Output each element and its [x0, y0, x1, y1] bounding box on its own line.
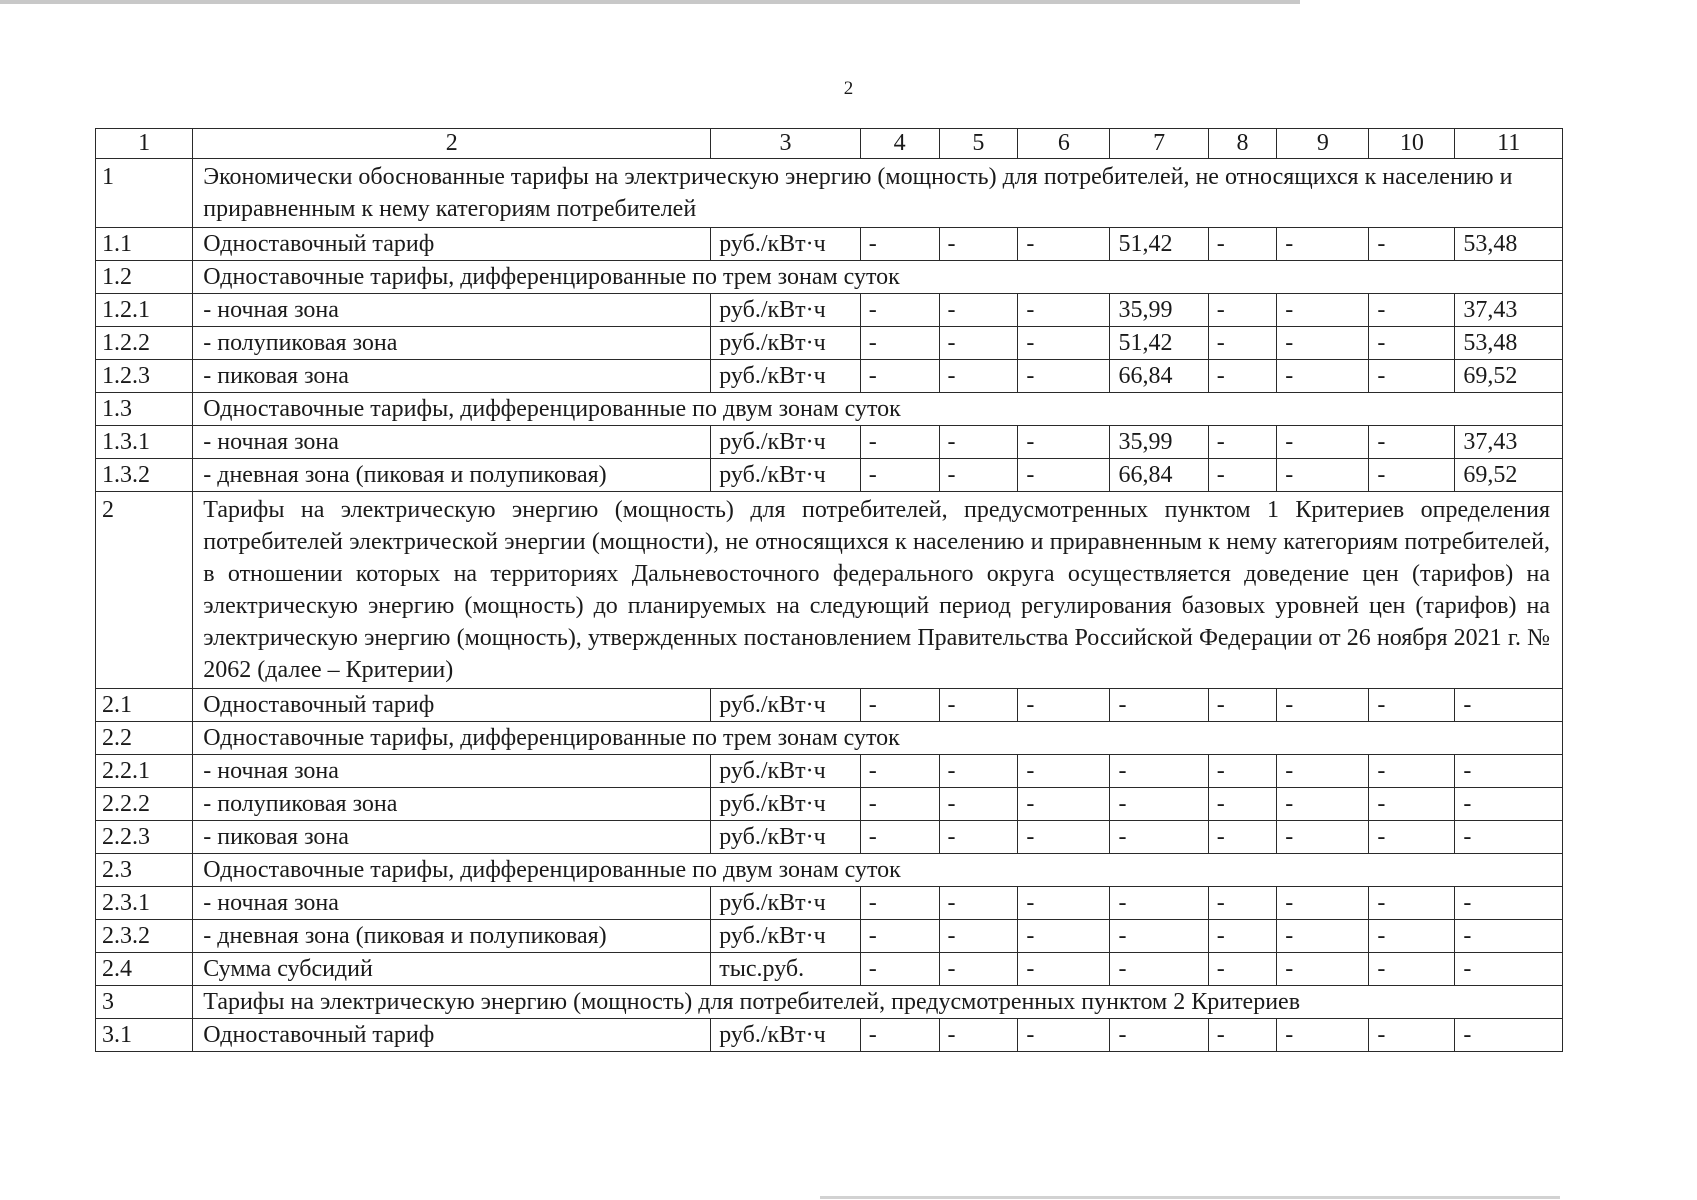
value-cell: - [939, 953, 1018, 986]
row-name: - ночная зона [193, 426, 711, 459]
value-cell: - [1208, 920, 1277, 953]
value-cell: - [1455, 920, 1563, 953]
header-cell: 5 [939, 129, 1018, 159]
value-cell: - [860, 360, 939, 393]
tariff-row [96, 953, 1563, 986]
value-cell: - [860, 459, 939, 492]
value-cell: - [1018, 426, 1110, 459]
value-cell: - [1018, 887, 1110, 920]
value-cell: - [939, 755, 1018, 788]
value-cell: - [939, 920, 1018, 953]
value-cell: - [1018, 228, 1110, 261]
value-cell: - [1369, 755, 1455, 788]
value-cell: - [860, 228, 939, 261]
page-number: 2 [843, 78, 854, 99]
value-cell: - [1369, 821, 1455, 854]
row-unit: руб./кВт·ч [711, 920, 860, 953]
value-cell: - [1208, 755, 1277, 788]
row-unit: руб./кВт·ч [711, 228, 860, 261]
row-name: - дневная зона (пиковая и полупиковая) [193, 459, 711, 492]
value-cell: - [1277, 755, 1369, 788]
row-code: 2.3.1 [96, 887, 193, 920]
value-cell: - [1369, 689, 1455, 722]
value-cell: 66,84 [1110, 459, 1208, 492]
value-cell: - [1018, 788, 1110, 821]
value-cell: - [1455, 887, 1563, 920]
value-cell: - [860, 920, 939, 953]
row-name: - полупиковая зона [193, 788, 711, 821]
section-row [96, 393, 1563, 426]
row-code: 1.2.2 [96, 327, 193, 360]
row-code: 3.1 [96, 1019, 193, 1052]
value-cell: 51,42 [1110, 327, 1208, 360]
value-cell: - [1369, 1019, 1455, 1052]
row-name: - ночная зона [193, 887, 711, 920]
row-code: 2.2 [96, 722, 193, 755]
section-row [96, 986, 1563, 1019]
row-code: 1 [96, 159, 193, 228]
value-cell: - [1018, 360, 1110, 393]
value-cell: 35,99 [1110, 294, 1208, 327]
value-cell: - [1369, 228, 1455, 261]
value-cell: - [939, 426, 1018, 459]
header-cell: 8 [1208, 129, 1277, 159]
value-cell: - [1277, 821, 1369, 854]
value-cell: - [1277, 294, 1369, 327]
value-cell: - [1208, 821, 1277, 854]
section-row [96, 854, 1563, 887]
tariff-row [96, 689, 1563, 722]
section-row [96, 159, 1563, 228]
value-cell: - [1277, 788, 1369, 821]
value-cell: - [1018, 920, 1110, 953]
value-cell: - [939, 294, 1018, 327]
value-cell: 53,48 [1455, 228, 1563, 261]
section-title: Одноставочные тарифы, дифференцированные по двум зонам суток [193, 854, 1563, 887]
row-code: 1.3.2 [96, 459, 193, 492]
value-cell: - [1455, 1019, 1563, 1052]
row-name: - полупиковая зона [193, 327, 711, 360]
row-code: 2.2.2 [96, 788, 193, 821]
tariff-row [96, 459, 1563, 492]
value-cell: - [1018, 821, 1110, 854]
value-cell: - [1369, 887, 1455, 920]
tariff-row [96, 821, 1563, 854]
value-cell: - [1277, 887, 1369, 920]
value-cell: - [1110, 788, 1208, 821]
table-header-row [96, 129, 1563, 159]
value-cell: - [1208, 360, 1277, 393]
value-cell: 69,52 [1455, 360, 1563, 393]
value-cell: - [1018, 327, 1110, 360]
value-cell: - [1277, 228, 1369, 261]
row-name: - дневная зона (пиковая и полупиковая) [193, 920, 711, 953]
value-cell: 37,43 [1455, 426, 1563, 459]
value-cell: - [1208, 294, 1277, 327]
section-row [96, 722, 1563, 755]
value-cell: 51,42 [1110, 228, 1208, 261]
value-cell: - [1018, 953, 1110, 986]
value-cell: - [1369, 360, 1455, 393]
row-name: - ночная зона [193, 294, 711, 327]
row-unit: руб./кВт·ч [711, 788, 860, 821]
value-cell: - [860, 426, 939, 459]
section-row [96, 261, 1563, 294]
value-cell: - [1208, 426, 1277, 459]
header-cell: 3 [711, 129, 860, 159]
tariff-row [96, 294, 1563, 327]
value-cell: - [939, 887, 1018, 920]
header-cell: 1 [96, 129, 193, 159]
value-cell: - [1208, 953, 1277, 986]
value-cell: - [1018, 294, 1110, 327]
scan-edge-top [0, 0, 1300, 4]
section-row [96, 492, 1563, 689]
value-cell: - [939, 689, 1018, 722]
row-unit: руб./кВт·ч [711, 887, 860, 920]
section-title: Одноставочные тарифы, дифференцированные по двум зонам суток [193, 393, 1563, 426]
value-cell: - [939, 821, 1018, 854]
value-cell: - [1277, 689, 1369, 722]
value-cell: - [860, 689, 939, 722]
row-name: - ночная зона [193, 755, 711, 788]
row-unit: руб./кВт·ч [711, 689, 860, 722]
row-code: 1.1 [96, 228, 193, 261]
value-cell: - [1208, 327, 1277, 360]
value-cell: - [1455, 821, 1563, 854]
value-cell: - [939, 228, 1018, 261]
value-cell: - [939, 360, 1018, 393]
section-title: Тарифы на электрическую энергию (мощность) для потребителей, предусмотренных пунктом 2 Критериев [193, 986, 1563, 1019]
row-name: - пиковая зона [193, 821, 711, 854]
value-cell: - [1369, 327, 1455, 360]
value-cell: - [1208, 459, 1277, 492]
row-code: 1.2 [96, 261, 193, 294]
section-title: Одноставочные тарифы, дифференцированные по трем зонам суток [193, 722, 1563, 755]
value-cell: - [860, 953, 939, 986]
value-cell: - [860, 887, 939, 920]
row-name: Одноставочный тариф [193, 1019, 711, 1052]
value-cell: - [1277, 327, 1369, 360]
value-cell: - [1208, 689, 1277, 722]
value-cell: - [1277, 360, 1369, 393]
row-unit: руб./кВт·ч [711, 1019, 860, 1052]
value-cell: - [1369, 459, 1455, 492]
row-code: 2.2.3 [96, 821, 193, 854]
value-cell: - [1208, 887, 1277, 920]
header-cell: 10 [1369, 129, 1455, 159]
value-cell: - [1369, 294, 1455, 327]
value-cell: - [1455, 788, 1563, 821]
value-cell: - [939, 788, 1018, 821]
tariff-row [96, 426, 1563, 459]
row-code: 1.3 [96, 393, 193, 426]
tariff-row [96, 360, 1563, 393]
value-cell: 35,99 [1110, 426, 1208, 459]
value-cell: - [1110, 1019, 1208, 1052]
value-cell: - [1455, 953, 1563, 986]
value-cell: - [1277, 953, 1369, 986]
value-cell: - [1277, 459, 1369, 492]
value-cell: - [1277, 920, 1369, 953]
header-cell: 2 [193, 129, 711, 159]
value-cell: 66,84 [1110, 360, 1208, 393]
value-cell: - [1018, 459, 1110, 492]
header-cell: 6 [1018, 129, 1110, 159]
value-cell: - [1110, 821, 1208, 854]
value-cell: - [860, 821, 939, 854]
row-code: 2 [96, 492, 193, 689]
value-cell: - [939, 327, 1018, 360]
value-cell: - [1110, 755, 1208, 788]
value-cell: - [1208, 228, 1277, 261]
row-code: 2.1 [96, 689, 193, 722]
value-cell: - [1110, 953, 1208, 986]
tariff-row [96, 887, 1563, 920]
value-cell: - [1018, 689, 1110, 722]
row-unit: руб./кВт·ч [711, 426, 860, 459]
section-title: Экономически обоснованные тарифы на электрическую энергию (мощность) для потребителей, не относящихся к населению и приравненным к нему категориям потребителей [193, 159, 1563, 228]
row-name: Одноставочный тариф [193, 689, 711, 722]
value-cell: - [1208, 788, 1277, 821]
section-title: Тарифы на электрическую энергию (мощность) для потребителей, предусмотренных пунктом 1 Критериев определения потребителей электрической энергии (мощности), не относящихся к населению и приравненным к нему категориям потребителей, в отношении которых на территориях Дальневосточного федерального округа осуществляется доведение цен (тарифов) на электрическую энергию (мощность) до планируемых на следующий период регулирования базовых уровней цен (тарифов) на электрическую энергию (мощность), утвержденных постановлением Правительства Российской Федерации от 26 ноября 2021 г. № 2062 (далее – Критерии) [193, 492, 1563, 689]
header-cell: 11 [1455, 129, 1563, 159]
tariff-row [96, 755, 1563, 788]
header-cell: 4 [860, 129, 939, 159]
value-cell: - [860, 788, 939, 821]
value-cell: - [1277, 426, 1369, 459]
value-cell: - [1277, 1019, 1369, 1052]
row-code: 1.2.3 [96, 360, 193, 393]
row-code: 2.2.1 [96, 755, 193, 788]
row-name: Одноставочный тариф [193, 228, 711, 261]
row-unit: руб./кВт·ч [711, 821, 860, 854]
row-code: 1.3.1 [96, 426, 193, 459]
value-cell: - [1208, 1019, 1277, 1052]
value-cell: - [1455, 755, 1563, 788]
section-title: Одноставочные тарифы, дифференцированные по трем зонам суток [193, 261, 1563, 294]
value-cell: - [860, 755, 939, 788]
value-cell: - [860, 294, 939, 327]
row-unit: руб./кВт·ч [711, 327, 860, 360]
value-cell: - [1369, 953, 1455, 986]
tariff-row [96, 228, 1563, 261]
header-cell: 9 [1277, 129, 1369, 159]
value-cell: - [1018, 755, 1110, 788]
value-cell: - [1110, 689, 1208, 722]
row-code: 2.3.2 [96, 920, 193, 953]
row-unit: руб./кВт·ч [711, 294, 860, 327]
value-cell: 37,43 [1455, 294, 1563, 327]
value-cell: - [1110, 920, 1208, 953]
tariff-row [96, 1019, 1563, 1052]
row-name: - пиковая зона [193, 360, 711, 393]
value-cell: - [860, 1019, 939, 1052]
row-name: Сумма субсидий [193, 953, 711, 986]
value-cell: 53,48 [1455, 327, 1563, 360]
row-code: 1.2.1 [96, 294, 193, 327]
row-unit: руб./кВт·ч [711, 755, 860, 788]
tariff-row [96, 327, 1563, 360]
tariff-row [96, 920, 1563, 953]
row-unit: руб./кВт·ч [711, 459, 860, 492]
value-cell: - [1110, 887, 1208, 920]
scan-edge-bottom [820, 1196, 1560, 1199]
row-unit: тыс.руб. [711, 953, 860, 986]
row-code: 2.3 [96, 854, 193, 887]
value-cell: - [1369, 920, 1455, 953]
value-cell: - [939, 459, 1018, 492]
value-cell: - [1018, 1019, 1110, 1052]
tariff-table [95, 128, 1563, 1052]
value-cell: - [1455, 689, 1563, 722]
tariff-row [96, 788, 1563, 821]
row-code: 3 [96, 986, 193, 1019]
value-cell: - [1369, 788, 1455, 821]
value-cell: - [939, 1019, 1018, 1052]
value-cell: - [860, 327, 939, 360]
value-cell: 69,52 [1455, 459, 1563, 492]
row-code: 2.4 [96, 953, 193, 986]
header-cell: 7 [1110, 129, 1208, 159]
value-cell: - [1369, 426, 1455, 459]
row-unit: руб./кВт·ч [711, 360, 860, 393]
